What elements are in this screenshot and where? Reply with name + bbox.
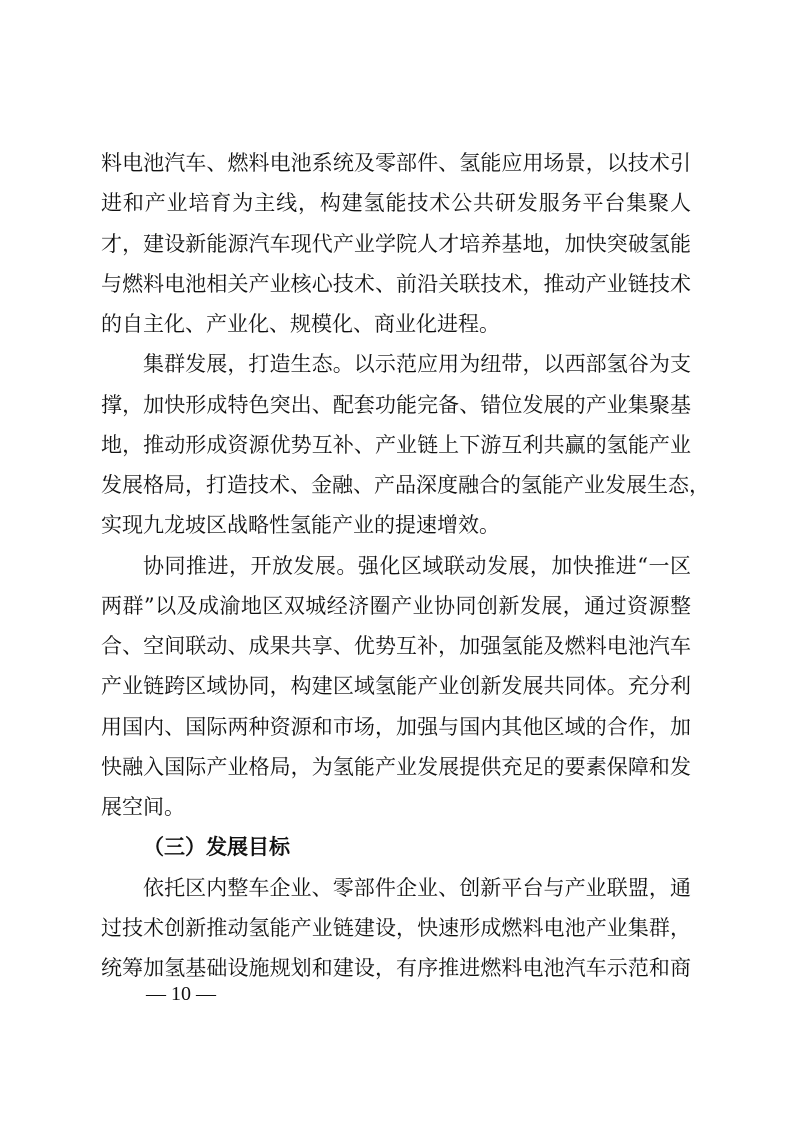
text-line: 合、空间联动、成果共享、优势互补，加强氢能及燃料电池汽车 [101,634,691,658]
text-line: 的自主化、产业化、规模化、商业化进程。 [101,312,500,336]
body-text [101,143,710,988]
text-line: 实现九龙坡区战略性氢能产业的提速增效。 [101,513,500,538]
text-line: 产业链跨区域协同，构建区域氢能产业创新发展共同体。充分利 [101,674,691,699]
text-line: 两群”以及成渝地区双城经济圈产业协同创新发展，通过资源整 [101,593,691,618]
text-line: 地，推动形成资源优势互补、产业链上下游互利共赢的氢能产业 [101,432,691,457]
text-line: 集群发展，打造生态。以示范应用为纽带，以西部氢谷为支 [143,352,691,377]
paragraph-3 [101,546,691,828]
text-line: 料电池汽车、燃料电池系统及零部件、氢能应用场景，以技术引 [101,151,691,175]
section-heading: （三）发展目标 [143,835,290,860]
text-line: 展空间。 [101,795,185,819]
text-line: 统筹加氢基础设施规划和建设，有序推进燃料电池汽车示范和商 [101,956,691,980]
paragraph-4 [101,868,691,989]
page-number: — 10 — [146,983,216,1005]
text-line: 用国内、国际两种资源和市场，加强与国内其他区域的合作，加 [101,714,691,739]
paragraph-2 [101,344,710,545]
paragraph-1 [101,143,691,344]
text-line: 协同推进，开放发展。强化区域联动发展，加快推进“一区 [143,553,691,578]
text-line: 与燃料电池相关产业核心技术、前沿关联技术，推动产业链技术 [101,271,691,296]
text-line: 才，建设新能源汽车现代产业学院人才培养基地，加快突破氢能 [101,231,691,256]
text-line: 撑，加快形成特色突出、配套功能完备、错位发展的产业集聚基 [101,392,691,417]
text-line: 发展格局，打造技术、金融、产品深度融合的氢能产业发展生态， [101,473,710,497]
text-line: 进和产业培育为主线，构建氢能技术公共研发服务平台集聚人 [101,191,691,216]
text-line: 过技术创新推动氢能产业链建设，快速形成燃料电池产业集群， [101,915,691,940]
text-line: 快融入国际产业格局，为氢能产业发展提供充足的要素保障和发 [101,754,691,779]
text-line: 依托区内整车企业、零部件企业、创新平台与产业联盟，通 [143,875,691,900]
